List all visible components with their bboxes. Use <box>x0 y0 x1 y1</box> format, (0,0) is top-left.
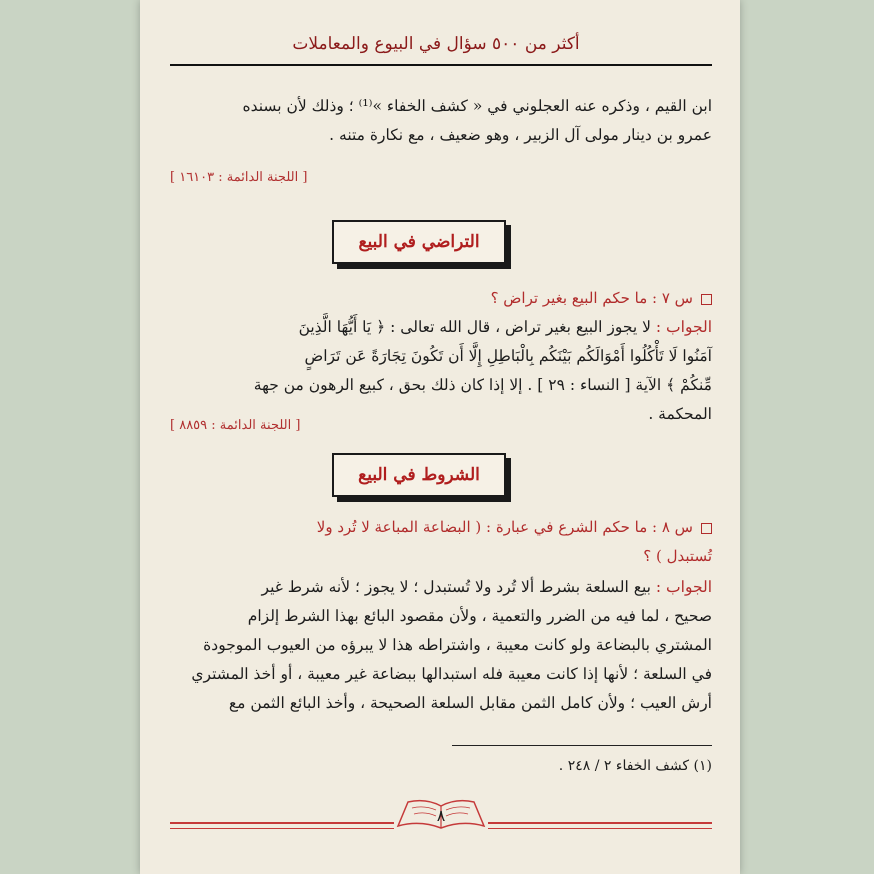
question-marker-icon <box>701 523 712 534</box>
answer-8-line-2: صحيح ، لما فيه من الضرر والتعمية ، ولأن مقصود البائع بهذا الشرط إلزام <box>247 607 712 625</box>
answer-7-line-3: مِّنكُمْ ﴾ الآية [ النساء : ٢٩ ] . إلا إذا كان ذلك بحق ، كبيع الرهون من جهة <box>253 376 712 394</box>
section-heading: الشروط في البيع <box>358 465 480 485</box>
answer-8 <box>170 573 712 718</box>
answer-8-line-1: بيع السلعة بشرط ألا تُرد ولا تُستبدل ؛ لا يجوز ؛ لأنه شرط غير <box>261 578 651 596</box>
footnote: (١) كشف الخفاء ٢ / ٢٤٨ . <box>558 758 712 774</box>
intro-line-1: ابن القيم ، وذكره عنه العجلوني في « كشف الخفاء »⁽¹⁾ ؛ وذلك لأن بسنده <box>242 97 712 115</box>
header-rule <box>170 64 712 66</box>
answer-7-line-2: آمَنُوا لَا تَأْكُلُوا أَمْوَالَكُم بَيْنَكُم بِالْبَاطِلِ إِلَّا أَن تَكُونَ تِجَارَةً عَن تَرَاضٍ <box>304 347 712 365</box>
intro-paragraph <box>170 92 712 150</box>
answer-7-reference: [ اللجنة الدائمة : ٨٨٥٩ ] <box>170 418 301 433</box>
section-heading: التراضي في البيع <box>358 232 480 252</box>
intro-reference: [ اللجنة الدائمة : ١٦١٠٣ ] <box>170 170 308 185</box>
answer-8-line-5: أرش العيب ؛ ولأن كامل الثمن مقابل السلعة الصحيحة ، وأخذ البائع الثمن مع <box>228 694 712 712</box>
answer-7-line-1: لا يجوز البيع بغير تراض ، قال الله تعالى : ﴿ يَا أَيُّهَا الَّذِينَ <box>298 318 651 336</box>
section-heading-box <box>332 220 506 264</box>
question-7: س ٧ : ما حكم البيع بغير تراض ؟ <box>170 284 712 313</box>
answer-label: الجواب : <box>655 318 712 336</box>
section-heading-box <box>332 453 506 497</box>
intro-line-2: عمرو بن دينار مولى آل الزبير ، وهو ضعيف ، مع نكارة متنه . <box>329 126 712 144</box>
page-content <box>170 0 712 874</box>
book-page <box>140 0 740 874</box>
answer-8-line-3: المشتري بالبضاعة ولو كانت معيبة ، واشتراطه هذا لا يبرؤه من العيوب الموجودة <box>203 636 712 654</box>
question-marker-icon <box>701 294 712 305</box>
running-header: أكثر من ٥٠٠ سؤال في البيوع والمعاملات <box>292 34 580 54</box>
answer-7 <box>170 313 712 429</box>
footnote-rule <box>452 745 712 746</box>
answer-7-line-4: المحكمة . <box>648 405 712 423</box>
page-number: ٨ <box>436 806 446 825</box>
answer-label: الجواب : <box>655 578 712 596</box>
answer-8-line-4: في السلعة ؛ لأنها إذا كانت معيبة فله استبدالها ببضاعة غير معيبة ، أو أخذ المشتري <box>191 665 712 683</box>
question-8: س ٨ : ما حكم الشرع في عبارة : ( البضاعة المباعة لا تُرد ولا تُستبدل ) ؟ <box>316 518 712 565</box>
